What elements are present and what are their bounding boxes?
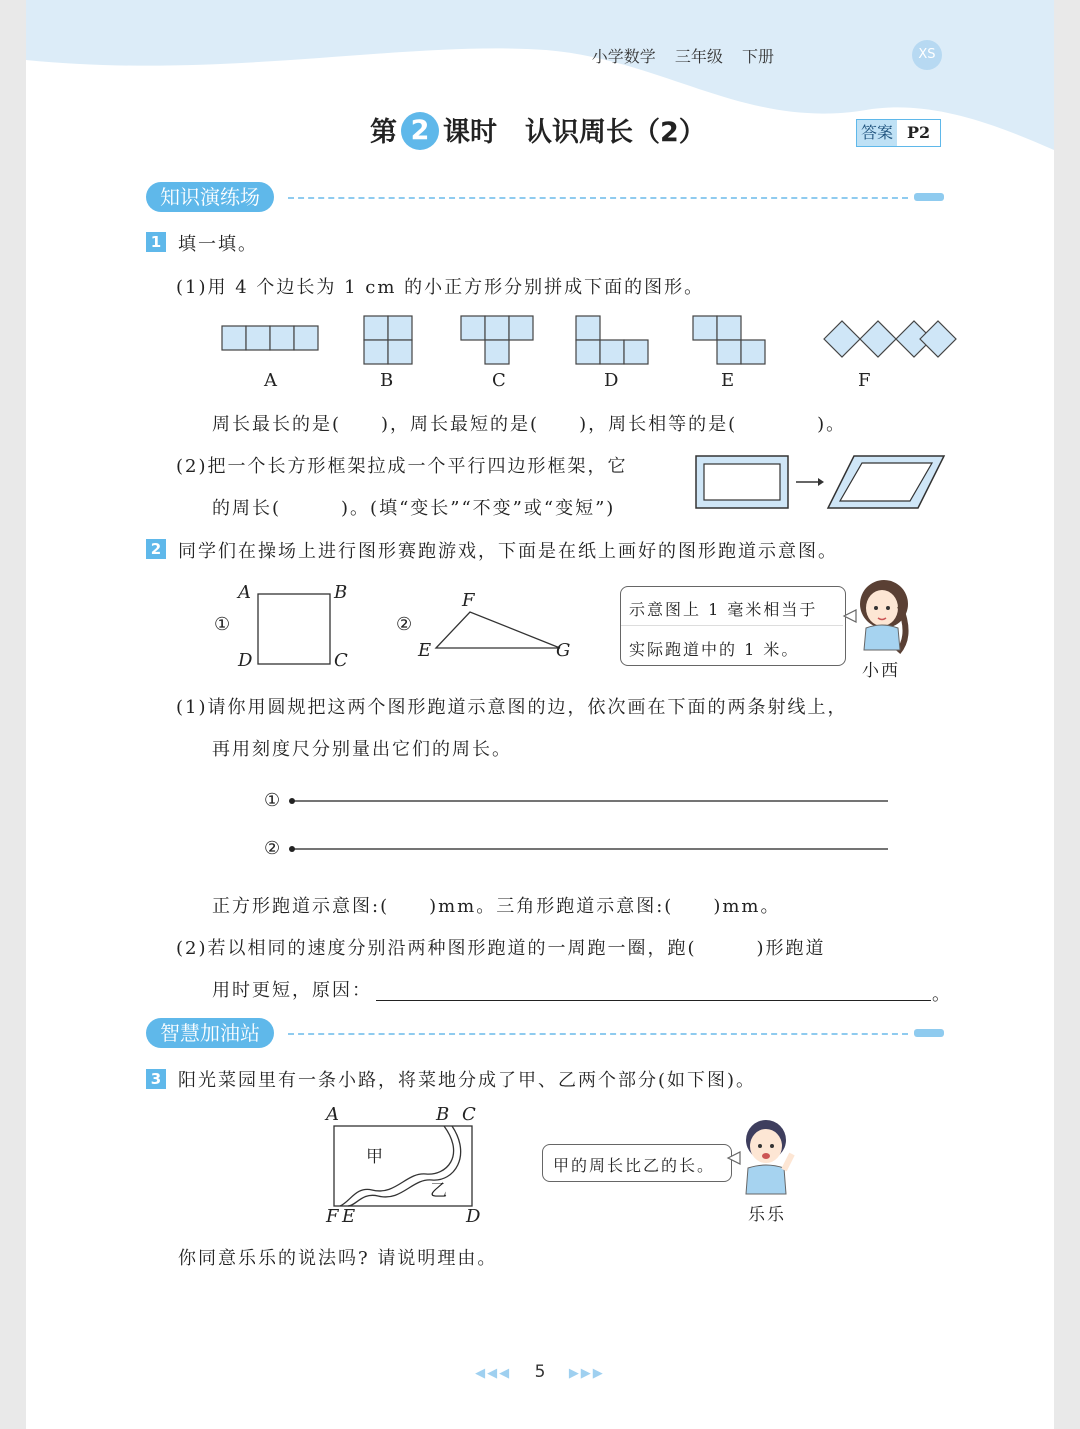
ray-2-mark: ② bbox=[264, 838, 283, 859]
garden-label-e: E bbox=[342, 1206, 356, 1227]
section-challenge: 智慧加油站 bbox=[146, 1018, 274, 1048]
pencil-icon bbox=[914, 1029, 944, 1037]
question-1-number: 1 bbox=[146, 232, 166, 252]
question-2-part1-line1: (1)请你用圆规把这两个图形跑道示意图的边，依次画在下面的两条射线上， bbox=[176, 697, 848, 718]
square-label-a: A bbox=[238, 582, 251, 603]
shape-f bbox=[824, 321, 956, 357]
shape-label-c: C bbox=[492, 370, 506, 391]
figure-1-mark: ① bbox=[214, 614, 233, 635]
answer-reference[interactable] bbox=[856, 119, 941, 147]
shape-d bbox=[576, 316, 648, 364]
garden-label-b: B bbox=[436, 1104, 450, 1125]
section-divider-2 bbox=[288, 1033, 908, 1035]
lele-statement: 甲的周长比乙的长。 bbox=[553, 1156, 716, 1175]
boy-character-icon bbox=[726, 1114, 806, 1204]
reason-answer-line[interactable] bbox=[376, 1000, 931, 1001]
ray-2[interactable] bbox=[284, 842, 894, 856]
section-practice: 知识演练场 bbox=[146, 182, 274, 212]
question-1-part2-line2[interactable]: 的周长( )。(填“变长”“不变”或“变短”) bbox=[212, 498, 616, 519]
subject: 小学数学 bbox=[591, 47, 656, 66]
lesson-title bbox=[370, 110, 706, 153]
girl-character-icon bbox=[840, 576, 920, 666]
reason-end: 。 bbox=[932, 984, 952, 1005]
region-jia: 甲 bbox=[366, 1147, 385, 1167]
hint-bubble bbox=[620, 586, 846, 666]
triangle-label-e: E bbox=[418, 640, 432, 661]
square-track-figure bbox=[246, 588, 346, 668]
lele-bubble bbox=[542, 1144, 732, 1182]
square-shapes-figure bbox=[206, 310, 966, 380]
question-3-prompt: 你同意乐乐的说法吗? 请说明理由。 bbox=[178, 1248, 498, 1269]
shape-a bbox=[222, 326, 318, 350]
hint-line-1: 示意图上 1 毫米相当于 bbox=[629, 600, 818, 619]
question-1-title: 填一填。 bbox=[178, 234, 258, 255]
square-label-d: D bbox=[238, 650, 253, 671]
garden-label-f: F bbox=[326, 1206, 339, 1227]
question-2-part1-line2: 再用刻度尺分别量出它们的周长。 bbox=[212, 739, 512, 760]
answer-page: P2 bbox=[907, 123, 931, 142]
question-1-part2-line1: (2)把一个长方形框架拉成一个平行四边形框架，它 bbox=[176, 456, 628, 477]
triangle-track-figure bbox=[426, 600, 576, 660]
volume: 下册 bbox=[741, 47, 774, 66]
question-2-part2-line1[interactable]: (2)若以相同的速度分别沿两种图形跑道的一周跑一圈，跑( )形跑道 bbox=[176, 938, 826, 959]
question-2-number: 2 bbox=[146, 539, 166, 559]
question-1-blanks[interactable]: 周长最长的是( )，周长最短的是( )，周长相等的是( )。 bbox=[212, 414, 847, 435]
question-3-title: 阳光菜园里有一条小路，将菜地分成了甲、乙两个部分(如下图)。 bbox=[178, 1070, 757, 1091]
next-arrows-icon: ▶▶▶ bbox=[568, 1366, 605, 1381]
ray-1-mark: ① bbox=[264, 790, 283, 811]
question-1-part1: (1)用 4 个边长为 1 cm 的小正方形分别拼成下面的图形。 bbox=[176, 277, 705, 298]
shape-c bbox=[461, 316, 533, 364]
question-3-number: 3 bbox=[146, 1069, 166, 1089]
triangle-label-f: F bbox=[462, 590, 475, 611]
garden-figure bbox=[326, 1116, 486, 1216]
garden-label-a: A bbox=[326, 1104, 339, 1125]
shape-label-b: B bbox=[380, 370, 394, 391]
character-lele: 乐乐 bbox=[748, 1205, 786, 1225]
shape-b bbox=[364, 316, 412, 364]
shape-e bbox=[693, 316, 765, 364]
workbook-page bbox=[26, 0, 1054, 1429]
region-yi: 乙 bbox=[430, 1181, 449, 1201]
grade: 三年级 bbox=[674, 47, 723, 66]
section-divider bbox=[288, 197, 908, 199]
square-label-c: C bbox=[334, 650, 348, 671]
prev-arrows-icon: ◀◀◀ bbox=[475, 1366, 512, 1381]
frame-transform-figure bbox=[692, 448, 952, 518]
question-2-part2-line2: 用时更短，原因： bbox=[212, 980, 372, 1001]
garden-label-c: C bbox=[462, 1104, 476, 1125]
header-info bbox=[578, 44, 774, 67]
hint-line-2: 实际跑道中的 1 米。 bbox=[629, 640, 800, 659]
question-2-title: 同学们在操场上进行图形赛跑游戏，下面是在纸上画好的图形跑道示意图。 bbox=[178, 541, 838, 562]
square-label-b: B bbox=[334, 582, 348, 603]
shape-label-a: A bbox=[264, 370, 277, 391]
series-badge: XS bbox=[912, 40, 942, 70]
lesson-suffix: 课时 bbox=[443, 117, 497, 148]
shape-label-f: F bbox=[858, 370, 871, 391]
ray-1[interactable] bbox=[284, 794, 894, 808]
shape-label-e: E bbox=[721, 370, 735, 391]
pencil-icon bbox=[914, 193, 944, 201]
page-footer bbox=[26, 1362, 1054, 1382]
page-number: 5 bbox=[534, 1362, 546, 1382]
lesson-topic: 认识周长（2） bbox=[525, 117, 706, 148]
triangle-label-g: G bbox=[556, 640, 571, 661]
garden-label-d: D bbox=[466, 1206, 481, 1227]
answer-label: 答案 bbox=[857, 120, 897, 146]
lesson-prefix: 第 bbox=[370, 117, 397, 148]
question-2-measure-blanks[interactable]: 正方形跑道示意图:( )mm。三角形跑道示意图:( )mm。 bbox=[212, 896, 781, 917]
shape-label-d: D bbox=[604, 370, 619, 391]
figure-2-mark: ② bbox=[396, 614, 415, 635]
lesson-number: 2 bbox=[401, 112, 439, 150]
character-xiaoxi: 小西 bbox=[862, 661, 900, 681]
